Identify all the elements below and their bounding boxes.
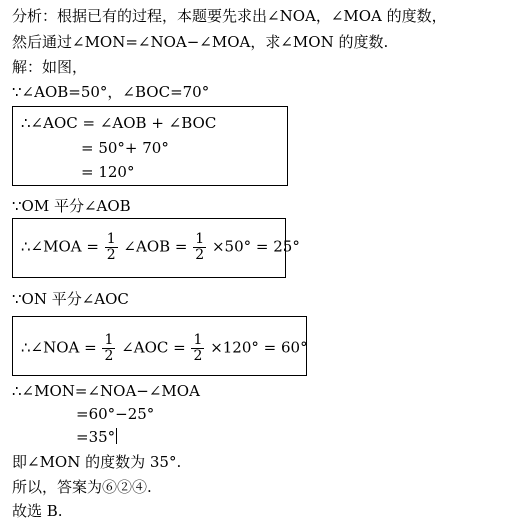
moa-fraction-2-numerator: 1 <box>195 231 205 247</box>
analysis-line-2: 然后通过∠MON=∠NOA−∠MOA，求∠MON 的度数. <box>12 33 389 51</box>
moa-fraction-1-numerator: 1 <box>106 231 116 247</box>
noa-fraction-2-denominator: 2 <box>193 348 203 364</box>
solution-heading: 解：如图， <box>12 58 88 76</box>
aoc-line-2: = 50°+ 70° <box>81 139 169 157</box>
mon-line-3 <box>76 427 117 447</box>
noa-fraction-1-numerator: 1 <box>104 332 114 348</box>
on-bisector-statement: ∵ON 平分∠AOC <box>12 290 129 308</box>
noa-fraction-2 <box>191 333 204 364</box>
aoc-calculation-box <box>12 106 288 186</box>
noa-fraction-2-numerator: 1 <box>193 332 203 348</box>
aoc-line-1: ∴∠AOC = ∠AOB + ∠BOC <box>21 114 217 132</box>
noa-fraction-1-denominator: 2 <box>104 348 114 364</box>
moa-suffix: ×50° = 25° <box>211 237 300 256</box>
given-angles: ∵∠AOB=50°，∠BOC=70° <box>12 83 210 101</box>
moa-equation <box>21 232 300 263</box>
noa-suffix: ×120° = 60° <box>210 338 308 357</box>
analysis-line-1: 分析：根据已有的过程，本题要先求出∠NOA，∠MOA 的度数， <box>12 7 447 25</box>
aoc-line-3: = 120° <box>81 163 135 181</box>
choice-line: 故选 B. <box>12 502 63 520</box>
noa-middle: ∠AOC = <box>121 338 186 357</box>
text-cursor <box>116 428 117 444</box>
noa-prefix: ∴∠NOA = <box>21 338 97 357</box>
moa-fraction-1 <box>105 232 118 263</box>
mon-line-2: =60°−25° <box>76 405 155 423</box>
moa-middle: ∠AOB = <box>123 237 188 256</box>
mon-line-3-text: =35° <box>76 428 116 446</box>
moa-calculation-box <box>12 218 300 278</box>
moa-fraction-2 <box>193 232 206 263</box>
noa-equation <box>21 333 308 364</box>
om-bisector-statement: ∵OM 平分∠AOB <box>12 197 131 215</box>
answer-line: 所以，答案为⑥②④. <box>12 478 152 496</box>
noa-fraction-1 <box>102 333 115 364</box>
moa-fraction-1-denominator: 2 <box>106 247 116 263</box>
mon-line-1: ∴∠MON=∠NOA−∠MOA <box>12 382 200 400</box>
moa-fraction-2-denominator: 2 <box>195 247 205 263</box>
noa-calculation-box <box>12 316 307 376</box>
conclusion: 即∠MON 的度数为 35°. <box>12 453 182 471</box>
moa-prefix: ∴∠MOA = <box>21 237 99 256</box>
